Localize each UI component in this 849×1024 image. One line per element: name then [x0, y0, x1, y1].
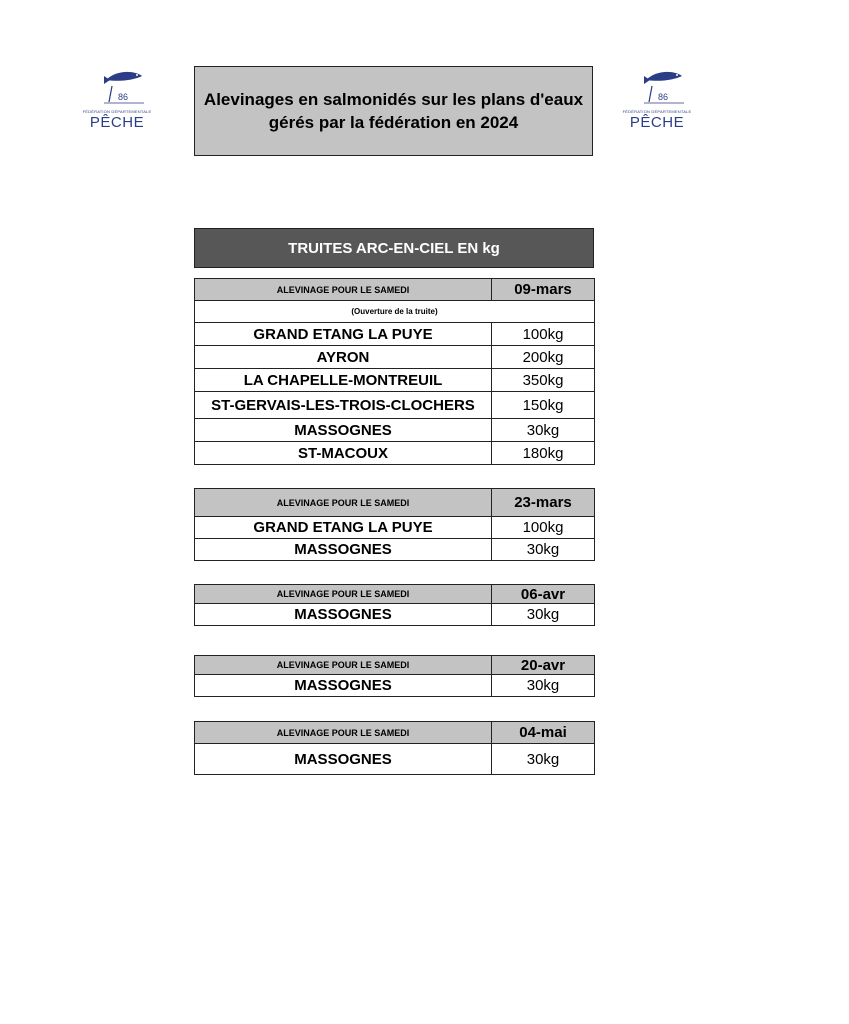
fish-logo-icon	[622, 66, 692, 108]
group-label: ALEVINAGE POUR LE SAMEDI	[195, 489, 492, 517]
section-header	[194, 228, 594, 268]
group-header-row	[195, 722, 595, 744]
group-header-row	[195, 279, 595, 301]
table-row	[195, 675, 595, 697]
federation-logo-left	[72, 66, 162, 146]
group-header-row	[195, 656, 595, 675]
federation-logo-right	[612, 66, 702, 146]
group-date: 04-mai	[492, 722, 595, 744]
stocking-table-group-4	[194, 655, 595, 697]
quantity-cell: 30kg	[492, 604, 595, 626]
logo-subtitle: FÉDÉRATION DÉPARTEMENTALE	[622, 109, 692, 114]
group-header-row	[195, 585, 595, 604]
group-label: ALEVINAGE POUR LE SAMEDI	[195, 279, 492, 301]
quantity-cell: 30kg	[492, 539, 595, 561]
group-note: (Ouverture de la truite)	[195, 301, 595, 323]
place-cell: MASSOGNES	[195, 539, 492, 561]
table-row	[195, 419, 595, 442]
table-row	[195, 346, 595, 369]
logo-name: PÊCHE	[89, 114, 145, 131]
group-date: 20-avr	[492, 656, 595, 675]
section-title: TRUITES ARC-EN-CIEL EN kg	[288, 239, 500, 257]
quantity-cell: 100kg	[492, 517, 595, 539]
place-cell: GRAND ETANG LA PUYE	[195, 517, 492, 539]
group-label: ALEVINAGE POUR LE SAMEDI	[195, 722, 492, 744]
logo-name: PÊCHE	[629, 114, 685, 131]
table-row	[195, 517, 595, 539]
fish-logo-icon	[82, 66, 152, 108]
quantity-cell: 180kg	[492, 442, 595, 465]
table-row	[195, 392, 595, 419]
place-cell: MASSOGNES	[195, 604, 492, 626]
group-date: 09-mars	[492, 279, 595, 301]
group-date: 23-mars	[492, 489, 595, 517]
group-date: 06-avr	[492, 585, 595, 604]
table-row	[195, 323, 595, 346]
place-cell: MASSOGNES	[195, 675, 492, 697]
quantity-cell: 150kg	[492, 392, 595, 419]
page-title: Alevinages en salmonidés sur les plans d'eaux gérés par la fédération en 2024	[203, 90, 584, 132]
quantity-cell: 30kg	[492, 744, 595, 775]
table-row	[195, 442, 595, 465]
table-row	[195, 604, 595, 626]
table-row	[195, 744, 595, 775]
table-row	[195, 539, 595, 561]
table-row	[195, 369, 595, 392]
quantity-cell: 100kg	[492, 323, 595, 346]
group-label: ALEVINAGE POUR LE SAMEDI	[195, 656, 492, 675]
logo-number: 86	[658, 92, 669, 102]
stocking-table-group-2	[194, 488, 595, 561]
stocking-table-group-1	[194, 278, 595, 465]
quantity-cell: 30kg	[492, 675, 595, 697]
stocking-table-group-5	[194, 721, 595, 775]
place-cell: LA CHAPELLE-MONTREUIL	[195, 369, 492, 392]
group-note-row	[195, 301, 595, 323]
place-cell: AYRON	[195, 346, 492, 369]
group-label: ALEVINAGE POUR LE SAMEDI	[195, 585, 492, 604]
place-cell: MASSOGNES	[195, 744, 492, 775]
place-cell: ST-GERVAIS-LES-TROIS-CLOCHERS	[195, 392, 492, 419]
place-cell: ST-MACOUX	[195, 442, 492, 465]
place-cell: MASSOGNES	[195, 419, 492, 442]
group-header-row	[195, 489, 595, 517]
quantity-cell: 350kg	[492, 369, 595, 392]
quantity-cell: 30kg	[492, 419, 595, 442]
logo-subtitle: FÉDÉRATION DÉPARTEMENTALE	[82, 109, 152, 114]
logo-number: 86	[118, 92, 129, 102]
place-cell: GRAND ETANG LA PUYE	[195, 323, 492, 346]
quantity-cell: 200kg	[492, 346, 595, 369]
page-title-box	[194, 66, 593, 156]
stocking-table-group-3	[194, 584, 595, 626]
